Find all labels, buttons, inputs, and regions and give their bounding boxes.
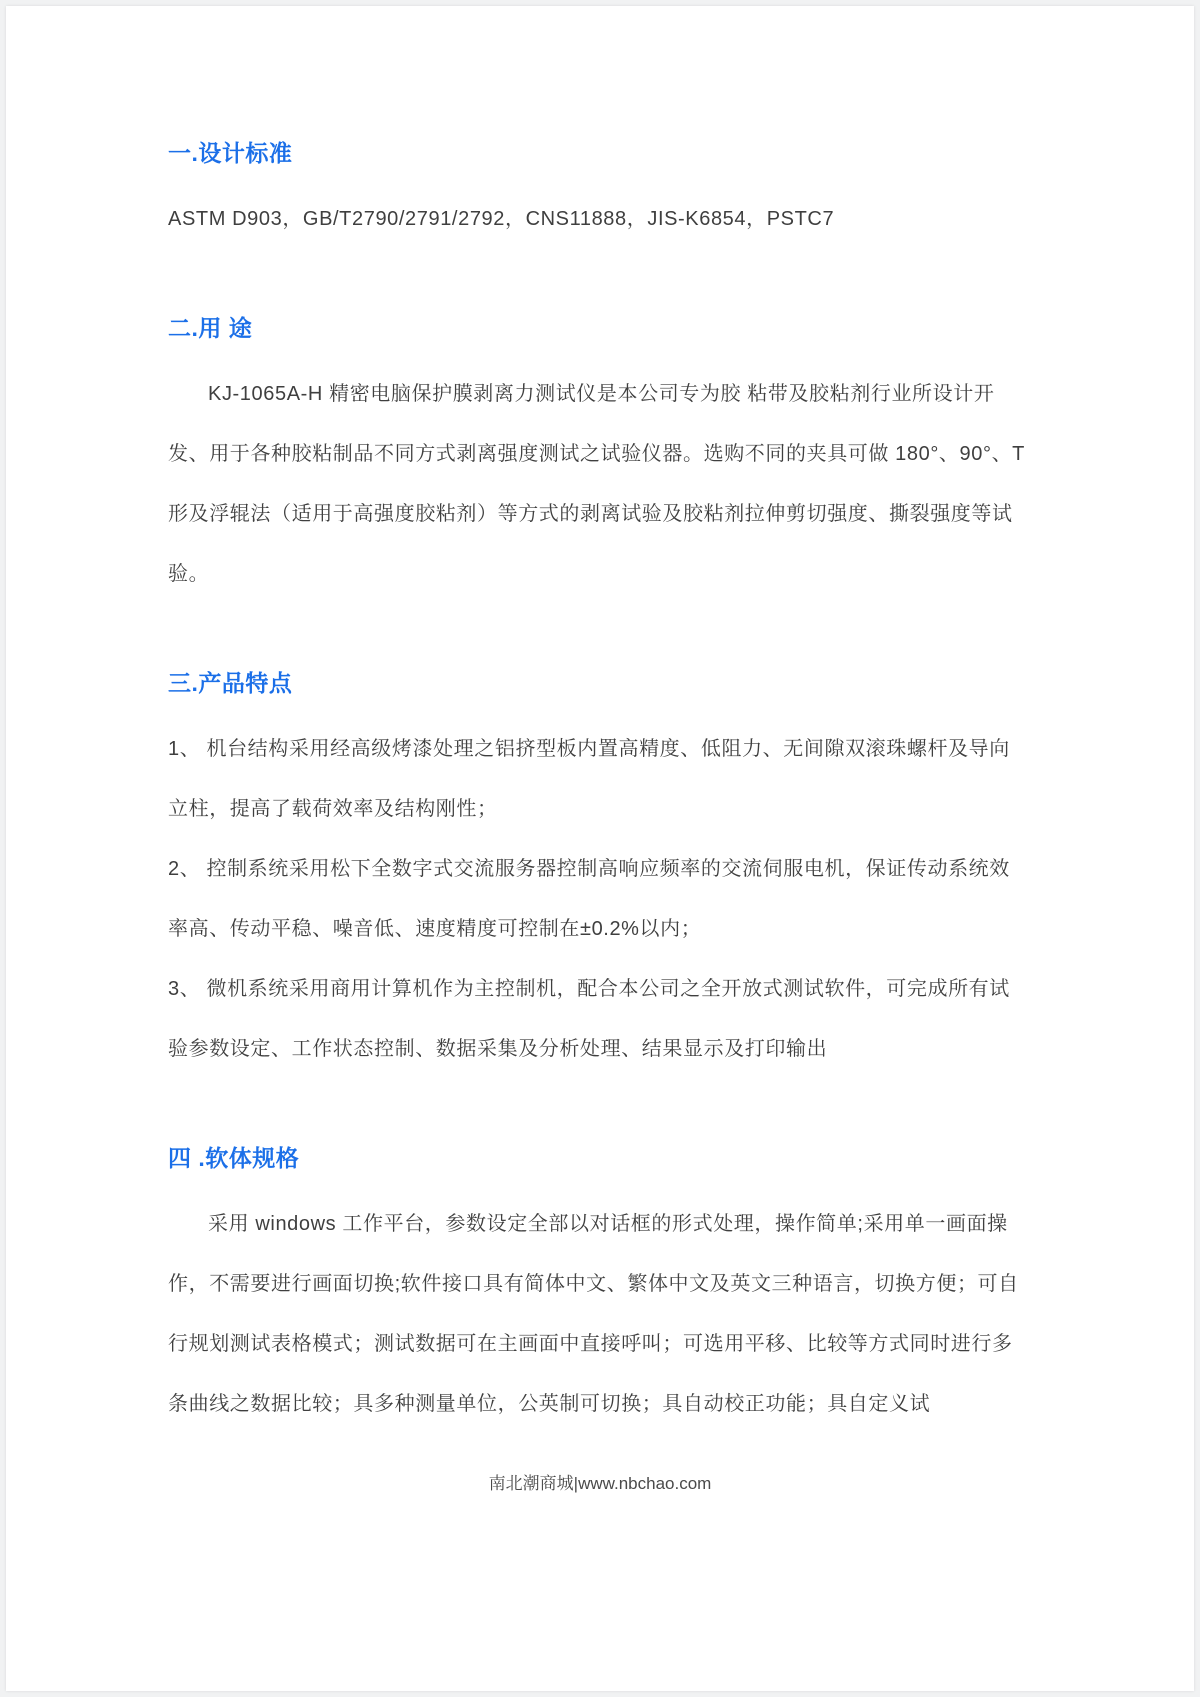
paragraph: 采用 windows 工作平台，参数设定全部以对话框的形式处理，操作简单;采用单一画面操作，不需要进行画面切换;软件接口具有简体中文、繁体中文及英文三种语言，切换方便；可自行规划测试表格模式；测试数据可在主画面中直接呼叫；可选用平移、比较等方式同时进行多条曲线之数据比较；具多种测量单位，公英制可切换；具自动校正功能；具自定义试 bbox=[168, 1213, 1019, 1415]
section-heading-product-features: 三.产品特点 bbox=[168, 670, 293, 696]
section-heading-usage: 二.用 途 bbox=[168, 315, 253, 341]
document-page bbox=[6, 6, 1194, 1691]
section-design-standards bbox=[168, 140, 1026, 249]
paragraph: 3、 微机系统采用商用计算机作为主控制机，配合本公司之全开放式测试软件，可完成所有试验参数设定、工作状态控制、数据采集及分析处理、结果显示及打印输出 bbox=[168, 978, 1010, 1060]
paragraph: 1、 机台结构采用经高级烤漆处理之铝挤型板内置高精度、低阻力、无间隙双滚珠螺杆及导向立柱，提高了载荷效率及结构刚性； bbox=[168, 738, 1010, 820]
section-heading-software-specs: 四 .软体规格 bbox=[168, 1145, 300, 1171]
section-heading-design-standards: 一.设计标准 bbox=[168, 140, 293, 166]
footer-site-credit: 南北潮商城|www.nbchao.com bbox=[488, 1474, 712, 1493]
section-software-specs bbox=[168, 1145, 1026, 1434]
paragraph: 2、 控制系统采用松下全数字式交流服务器控制高响应频率的交流伺服电机，保证传动系统效率高、传动平稳、噪音低、速度精度可控制在±0.2%以内； bbox=[168, 858, 1010, 940]
section-product-features bbox=[168, 670, 1026, 1079]
document-body bbox=[6, 6, 1194, 1434]
section-usage bbox=[168, 315, 1026, 604]
paragraph: KJ-1065A-H 精密电脑保护膜剥离力测试仪是本公司专为胶 粘带及胶粘剂行业所设计开发、用于各种胶粘制品不同方式剥离强度测试之试验仪器。选购不同的夹具可做 180°、90°、T 形及浮辊法（适用于高强度胶粘剂）等方式的剥离试验及胶粘剂拉伸剪切强度、撕裂强度等试验。 bbox=[168, 383, 1025, 585]
paragraph: ASTM D903，GB/T2790/2791/2792，CNS11888，JIS-K6854，PSTC7 bbox=[168, 208, 835, 230]
